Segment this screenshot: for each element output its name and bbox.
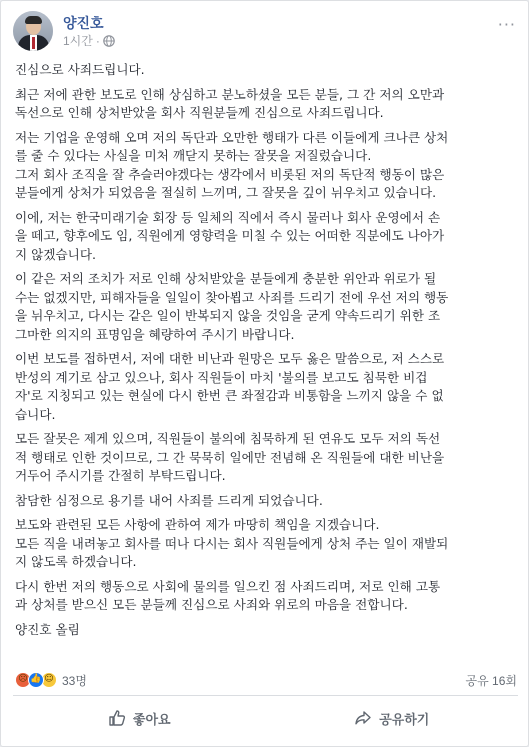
post-meta — [63, 11, 115, 55]
post-paragraph — [15, 621, 517, 640]
post-paragraph — [15, 61, 517, 80]
more-options-icon[interactable]: ··· — [497, 15, 516, 34]
post-text-line: 그마한 의지의 표명임을 혜량하여 주시기 바랍니다. — [15, 326, 295, 342]
post-text-line: 최근 저에 관한 보도로 인해 상심하고 분노하셨을 모든 분들, 그 간 저의 오만과 — [15, 86, 445, 102]
post-time[interactable]: 1시간 — [63, 34, 93, 48]
separator-dot: · — [95, 34, 100, 48]
post-text-line: 이에, 저는 한국미래기술 회장 등 일체의 직에서 즉시 물러나 회사 운영에서 손 — [15, 209, 441, 225]
globe-icon[interactable] — [103, 35, 115, 47]
post-text-line: 분들에게 상처가 되었음을 절실히 느끼며, 그 잘못을 깊이 뉘우치고 있습니다. — [15, 185, 437, 200]
like-button[interactable] — [13, 701, 266, 735]
post-text-line: 보도와 관련된 모든 사항에 관하여 제가 마땅히 책임을 지겠습니다. — [15, 517, 380, 532]
post-text-line: 거두어 주시기를 간절히 부탁드립니다. — [15, 468, 226, 483]
post-text-line: 반성의 계기로 삼고 있으나, 회사 직원들이 마치 '불의를 보고도 침묵한 비겁 — [15, 369, 428, 385]
avatar[interactable] — [13, 11, 53, 51]
post-paragraph — [15, 492, 517, 511]
haha-reaction-icon: ☺ — [41, 672, 57, 688]
reaction-count[interactable]: 33명 — [62, 673, 87, 688]
post-text-line: 모든 직을 내려놓고 회사를 떠나 다시는 회사 직원들에게 상처 주는 일이 재발되 — [15, 535, 449, 551]
post-paragraph — [15, 86, 517, 123]
post-text-line: 이 같은 저의 조치가 저로 인해 상처받았을 분들에게 충분한 위안과 위로가 될 — [15, 271, 437, 286]
post-text-line: 이번 보도를 접하면서, 저에 대한 비난과 원망은 모두 옳은 말씀으로, 저 스스로 — [15, 351, 445, 366]
share-label: 공유하기 — [379, 711, 430, 727]
post-text-line: 저는 기업을 운영해 오며 저의 독단과 오만한 행태가 다른 이들에게 크나큰 상처 — [15, 129, 449, 145]
post-text-line: 습니다. — [15, 406, 56, 422]
like-label: 좋아요 — [132, 711, 171, 727]
like-reaction-icon: 👍 — [28, 672, 44, 688]
post-text-line: 양진호 올림 — [15, 621, 80, 637]
post-text-line: 다시 한번 저의 행동으로 사회에 물의를 일으킨 점 사죄드리며, 저로 인해 고통 — [15, 578, 441, 594]
post-text-line: 수는 없겠지만, 피해자들을 일일이 찾아뵙고 사죄를 드리기 전에 우선 저의 행동 — [15, 289, 449, 305]
action-bar — [13, 701, 518, 735]
post-paragraph — [15, 516, 517, 572]
post-paragraph — [15, 129, 517, 203]
post-header — [13, 11, 115, 55]
post-text-line: 자'로 지칭되고 있는 현실에 다시 한번 큰 좌절감과 비통함을 느끼지 않을 수 없 — [15, 388, 444, 403]
reaction-icons[interactable] — [15, 672, 54, 688]
author-name[interactable]: 양진호 — [63, 15, 104, 31]
post-paragraph — [15, 270, 517, 344]
post-text-line: 지 않도록 하겠습니다. — [15, 554, 137, 569]
share-button[interactable] — [266, 701, 519, 735]
post-text-line: 을 떼고, 향후에도 임, 직원에게 영향력을 미칠 수 있는 어떠한 직분에도 나아가 — [15, 228, 445, 243]
post-subline — [63, 33, 115, 49]
post-text-line: 진심으로 사죄드립니다. — [15, 62, 145, 77]
angry-reaction-icon: ☹ — [15, 672, 31, 688]
post-text-line: 지 않겠습니다. — [15, 246, 96, 262]
divider — [13, 695, 518, 696]
post-paragraph — [15, 209, 517, 265]
thumbs-up-icon — [108, 709, 126, 727]
post-body — [15, 61, 517, 645]
post-paragraph — [15, 350, 517, 424]
share-count[interactable]: 공유 16회 — [465, 673, 517, 688]
post-text-line: 그저 회사 조직을 잘 추슬러야겠다는 생각에서 비롯된 저의 독단적 행동이 많은 — [15, 166, 445, 182]
post-paragraph — [15, 578, 517, 615]
share-arrow-icon — [354, 709, 372, 727]
post-text-line: 과 상처를 받으신 모든 분들께 진심으로 사죄와 위로의 마음을 전합니다. — [15, 597, 408, 612]
post-text-line: 모든 잘못은 제게 있으며, 직원들이 불의에 침묵하게 된 연유도 모두 저의 독선 — [15, 431, 441, 446]
post-text-line: 독선으로 인해 상처받았을 회사 직원분들께 진심으로 사죄드립니다. — [15, 105, 384, 120]
post-text-line: 를 줄 수 있다는 사실을 미처 깨닫지 못하는 잘못을 저질렀습니다. — [15, 148, 372, 163]
post-paragraph — [15, 430, 517, 486]
post-text-line: 적 행태로 인한 것이므로, 그 간 묵묵히 일에만 전념해 온 직원들에 대한 비난을 — [15, 449, 445, 465]
post-text-line: 참담한 심정으로 용기를 내어 사죄를 드리게 되었습니다. — [15, 492, 323, 508]
post-stats — [15, 669, 517, 691]
post-text-line: 을 뉘우치고, 다시는 같은 일이 반복되지 않을 것임을 굳게 약속드리기 위한 조 — [15, 308, 441, 323]
